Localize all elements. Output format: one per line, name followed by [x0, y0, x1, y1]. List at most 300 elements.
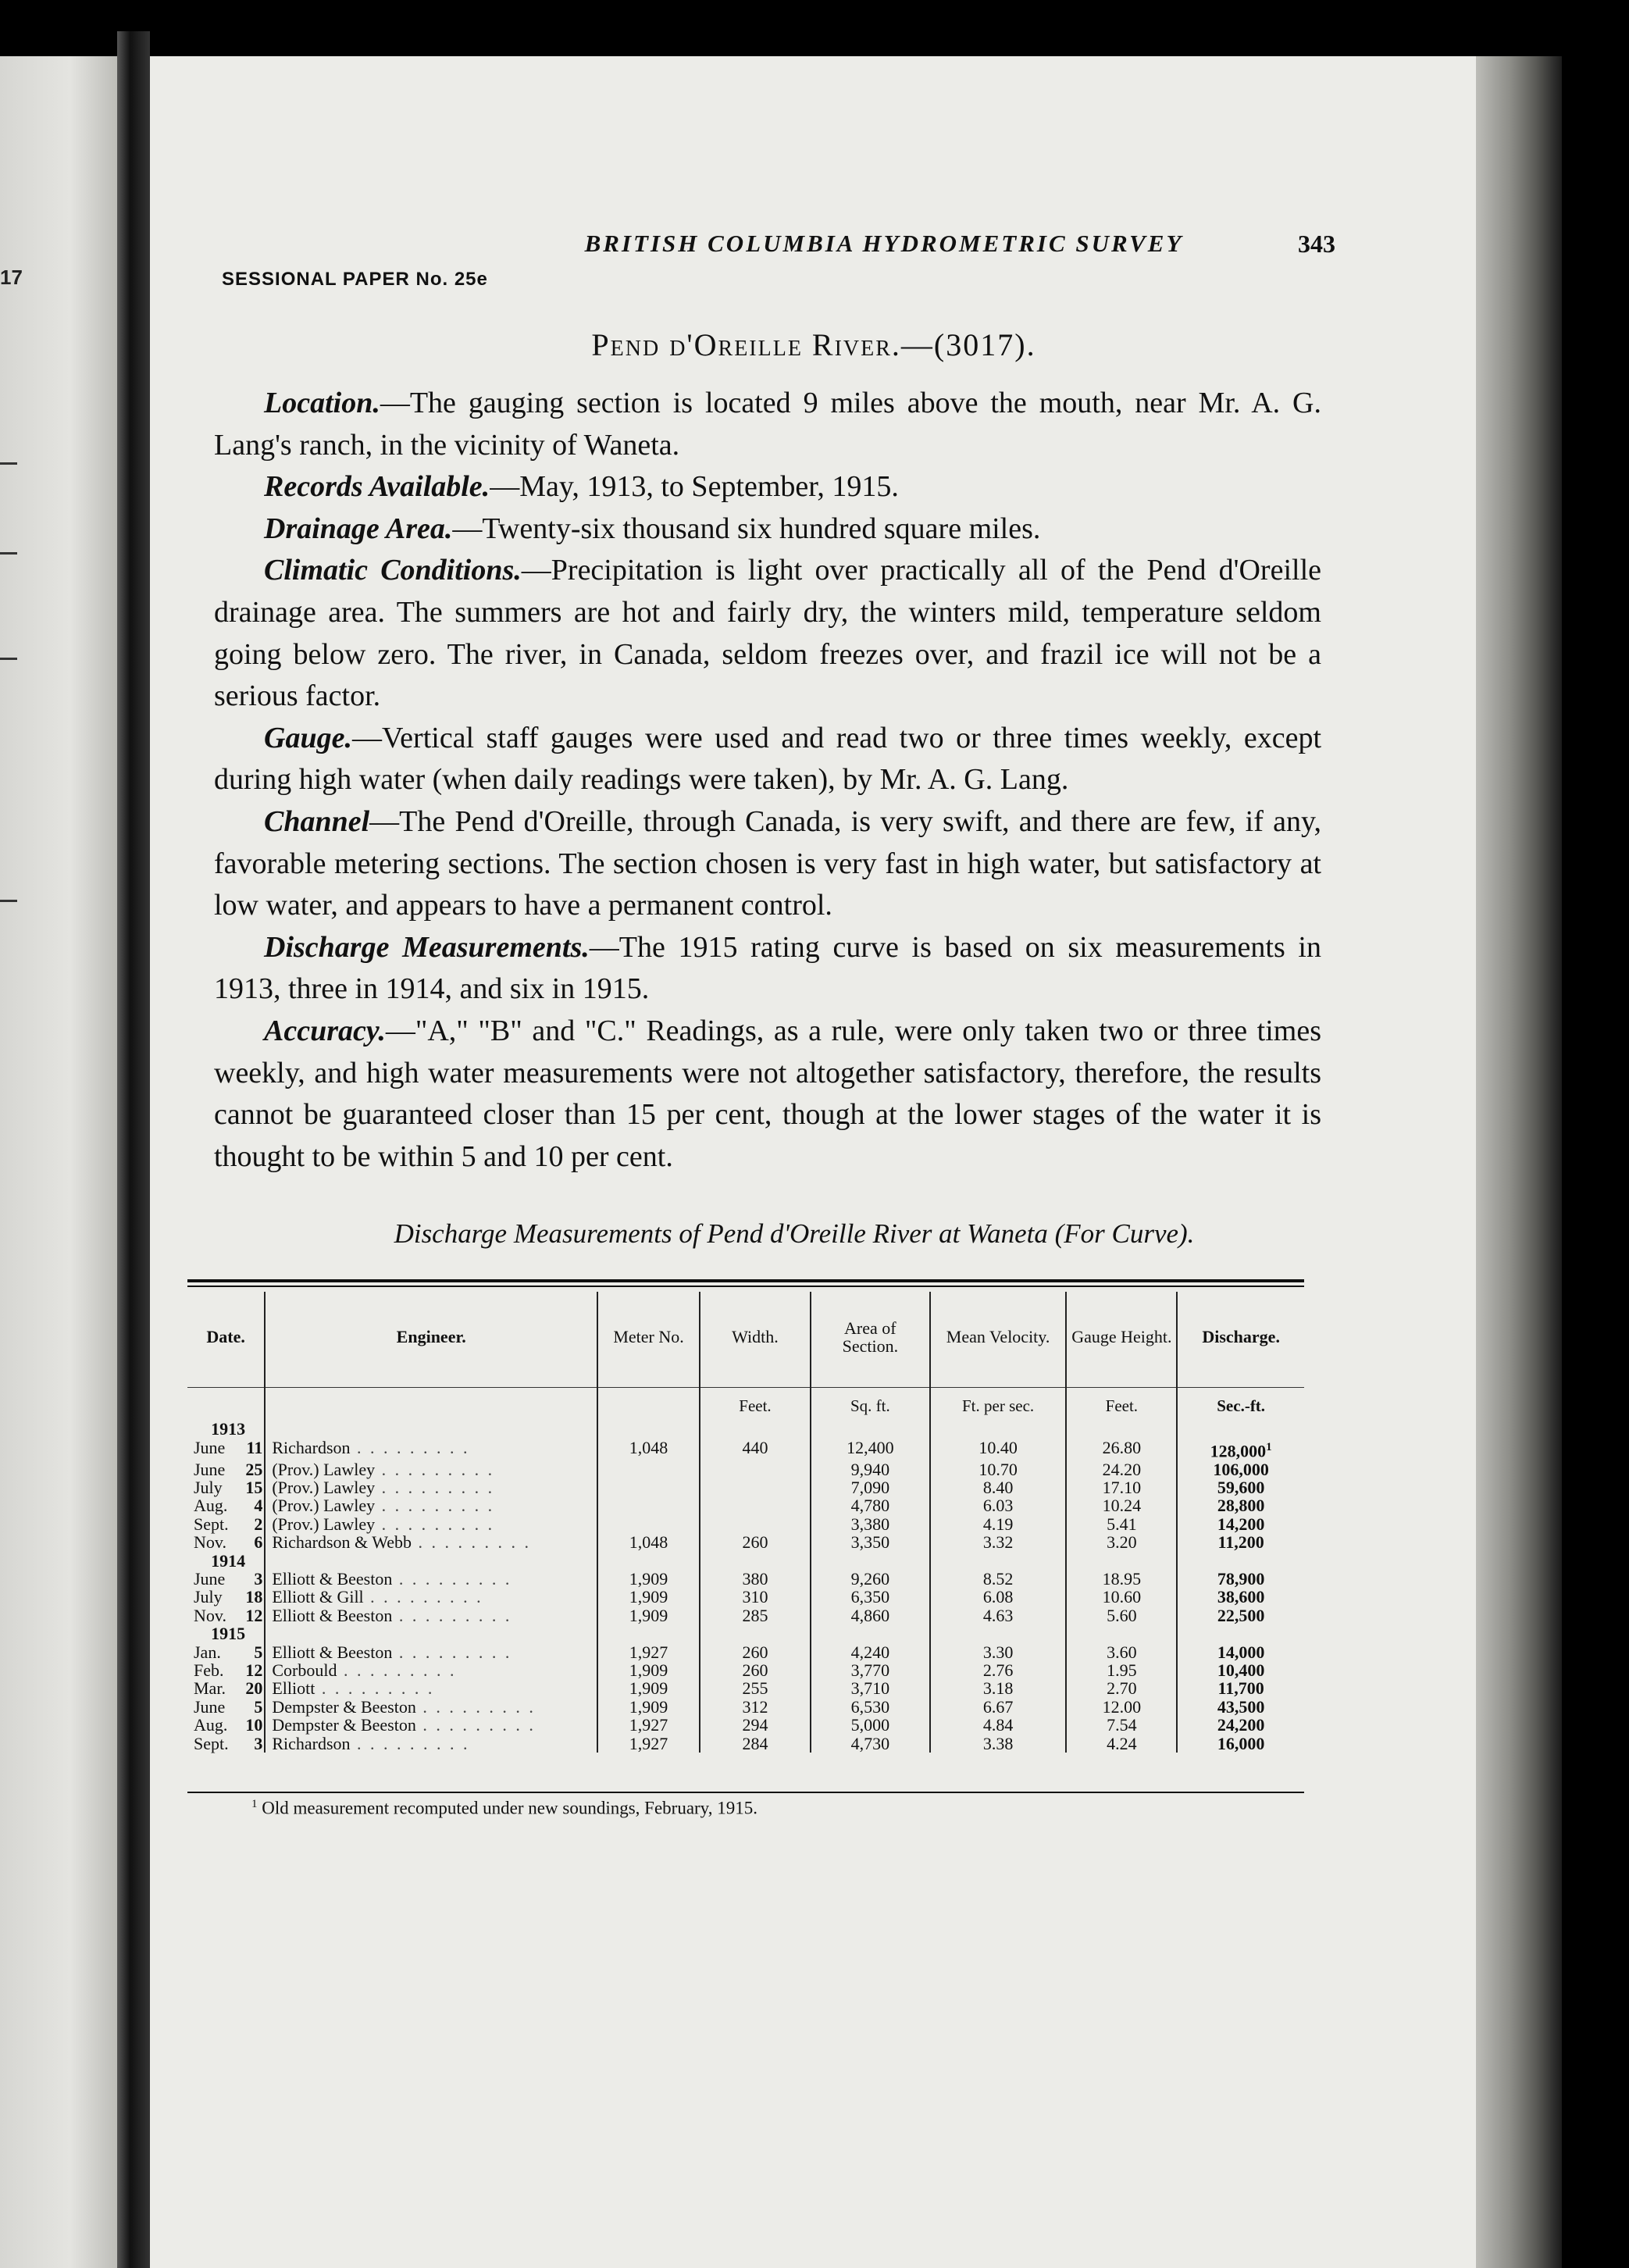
area-cell: 4,780	[811, 1496, 930, 1514]
engineer-cell	[265, 1460, 597, 1478]
leader-dots: . . . . . . . . .	[315, 1678, 435, 1699]
date-cell	[187, 1570, 264, 1588]
table-bottom-rule	[187, 1792, 1304, 1793]
table-row	[187, 1679, 1304, 1697]
leader-dots: . . . . . . . . .	[375, 1496, 495, 1516]
day: 4	[254, 1496, 263, 1516]
area-cell: 6,530	[811, 1698, 930, 1716]
velocity-cell: 3.30	[930, 1643, 1067, 1661]
discharge-cell	[1177, 1679, 1304, 1697]
table-header-row	[187, 1292, 1304, 1388]
page-edge-shadow	[1476, 56, 1562, 2268]
discharge-cell	[1177, 1515, 1304, 1533]
leader-dots: . . . . . . . . .	[375, 1514, 495, 1534]
section-title: Pend d'Oreille River.—(3017).	[591, 327, 1036, 362]
footnote-text: Old measurement recomputed under new soundings, February, 1915.	[262, 1798, 757, 1818]
col-header-gauge: Gauge Height.	[1066, 1292, 1177, 1388]
footnote-marker: 1	[251, 1798, 258, 1810]
meter-cell: 1,909	[597, 1606, 700, 1624]
discharge-value: 38,600	[1217, 1587, 1265, 1607]
engineer-name: (Prov.) Lawley	[272, 1477, 376, 1497]
paragraph-text: —Twenty-six thousand six hundred square miles.	[452, 512, 1041, 545]
gauge-cell: 3.20	[1066, 1533, 1177, 1551]
table-row	[187, 1533, 1304, 1551]
table-body	[187, 1388, 1304, 1753]
table-row	[187, 1496, 1304, 1514]
meter-cell	[597, 1496, 700, 1514]
empty-cell	[1177, 1624, 1304, 1642]
gauge-cell: 18.95	[1066, 1570, 1177, 1588]
paragraph	[214, 927, 1321, 1011]
empty-cell	[811, 1552, 930, 1570]
discharge-table	[187, 1292, 1304, 1753]
velocity-cell: 3.18	[930, 1679, 1067, 1697]
velocity-cell: 3.32	[930, 1533, 1067, 1551]
width-cell: 312	[700, 1698, 811, 1716]
engineer-name: Elliott & Beeston	[272, 1605, 393, 1625]
empty-cell	[1177, 1552, 1304, 1570]
meter-cell	[597, 1515, 700, 1533]
month: Nov.	[194, 1605, 226, 1625]
col-header-area: Area of Section.	[811, 1292, 930, 1388]
year-cell	[187, 1552, 265, 1570]
discharge-cell	[1177, 1606, 1304, 1624]
day: 5	[254, 1642, 263, 1662]
day: 3	[254, 1733, 263, 1753]
discharge-value: 16,000	[1217, 1733, 1265, 1753]
document-page	[150, 56, 1476, 2268]
year-label: 1915	[211, 1624, 246, 1644]
velocity-cell: 4.63	[930, 1606, 1067, 1624]
meter-cell: 1,927	[597, 1716, 700, 1734]
meter-cell: 1,927	[597, 1643, 700, 1661]
table-row	[187, 1588, 1304, 1606]
paragraph	[214, 1011, 1321, 1178]
leader-dots: . . . . . . . . .	[415, 1696, 536, 1717]
area-cell: 7,090	[811, 1478, 930, 1496]
day: 12	[245, 1605, 263, 1625]
date-cell	[187, 1460, 264, 1478]
meter-cell: 1,909	[597, 1679, 700, 1697]
paragraph-label: Accuracy.	[264, 1014, 386, 1047]
table-row	[187, 1735, 1304, 1753]
engineer-name: Elliott	[272, 1678, 315, 1699]
paragraph-label: Records Available.	[264, 470, 490, 504]
engineer-name: Dempster & Beeston	[272, 1715, 416, 1735]
velocity-cell: 3.38	[930, 1735, 1067, 1753]
engineer-cell	[265, 1716, 597, 1734]
col-header-width: Width.	[700, 1292, 811, 1388]
date-cell	[187, 1698, 264, 1716]
paragraph-label: Channel	[264, 804, 370, 838]
discharge-cell	[1177, 1698, 1304, 1716]
discharge-cell	[1177, 1460, 1304, 1478]
engineer-cell	[265, 1698, 597, 1716]
meter-cell: 1,927	[597, 1735, 700, 1753]
unit-cell: Feet.	[1066, 1388, 1177, 1421]
empty-cell	[700, 1420, 811, 1438]
discharge-value: 11,200	[1217, 1532, 1264, 1553]
leader-dots: . . . . . . . . .	[350, 1437, 470, 1457]
month: Sept.	[194, 1514, 229, 1534]
paragraph	[214, 466, 1321, 508]
engineer-cell	[265, 1679, 597, 1697]
table-row	[187, 1698, 1304, 1716]
paragraph-text: —The gauging section is located 9 miles above the mouth, near Mr. A. G. Lang's ranch, in the vicinity of Waneta.	[214, 387, 1321, 462]
area-cell: 9,940	[811, 1460, 930, 1478]
area-cell: 4,240	[811, 1643, 930, 1661]
month: June	[194, 1459, 226, 1479]
table-row	[187, 1460, 1304, 1478]
engineer-name: Elliott & Beeston	[272, 1642, 393, 1662]
area-cell: 6,350	[811, 1588, 930, 1606]
table-row	[187, 1478, 1304, 1496]
engineer-cell	[265, 1439, 597, 1460]
paragraph	[214, 383, 1321, 466]
gauge-cell: 24.20	[1066, 1460, 1177, 1478]
date-cell	[187, 1679, 264, 1697]
unit-cell	[187, 1388, 265, 1421]
width-cell: 380	[700, 1570, 811, 1588]
area-cell: 3,350	[811, 1533, 930, 1551]
width-cell: 285	[700, 1606, 811, 1624]
empty-cell	[265, 1624, 597, 1642]
engineer-name: (Prov.) Lawley	[272, 1459, 376, 1479]
table-row	[187, 1716, 1304, 1734]
engineer-name: Richardson	[272, 1437, 351, 1457]
width-cell	[700, 1496, 811, 1514]
paragraph-text: —Precipitation is light over practically all of the Pend d'Oreille drainage area. The summers are hot and fairly dry, the winters mild, temperature seldom going below zero. The river, in Canada, seldom freezes over, and frazil ice will not be a serious factor.	[214, 554, 1321, 713]
table-top-rule	[187, 1279, 1304, 1287]
engineer-name: (Prov.) Lawley	[272, 1496, 376, 1516]
discharge-cell	[1177, 1533, 1304, 1551]
month: Feb.	[194, 1660, 224, 1681]
area-cell: 3,770	[811, 1661, 930, 1679]
discharge-value: 43,500	[1217, 1696, 1265, 1717]
discharge-value: 14,000	[1217, 1642, 1265, 1662]
gauge-cell: 3.60	[1066, 1643, 1177, 1661]
paragraph-text: —May, 1913, to September, 1915.	[490, 470, 899, 504]
date-cell	[187, 1716, 264, 1734]
engineer-cell	[265, 1606, 597, 1624]
date-cell	[187, 1478, 264, 1496]
discharge-cell	[1177, 1643, 1304, 1661]
previous-page-number-fragment: 17	[0, 266, 23, 289]
month: Sept.	[194, 1733, 229, 1753]
discharge-cell	[1177, 1496, 1304, 1514]
engineer-name: Elliott & Gill	[272, 1587, 364, 1607]
width-cell: 310	[700, 1588, 811, 1606]
footnote	[251, 1798, 757, 1819]
table-row	[187, 1570, 1304, 1588]
year-label: 1913	[211, 1419, 246, 1439]
empty-cell	[265, 1420, 597, 1438]
paragraph	[214, 550, 1321, 717]
empty-cell	[811, 1420, 930, 1438]
day: 3	[254, 1568, 263, 1589]
meter-cell: 1,909	[597, 1570, 700, 1588]
gauge-cell: 5.41	[1066, 1515, 1177, 1533]
date-cell	[187, 1606, 264, 1624]
paragraph	[214, 801, 1321, 927]
width-cell	[700, 1515, 811, 1533]
discharge-cell	[1177, 1478, 1304, 1496]
engineer-cell	[265, 1496, 597, 1514]
unit-cell: Ft. per sec.	[930, 1388, 1067, 1421]
paragraph-text: —The Pend d'Oreille, through Canada, is very swift, and there are few, if any, favorable metering sections. The section chosen is very fast in high water, but satisfactory at low water, and appears to have a permanent control.	[214, 804, 1321, 922]
width-cell	[700, 1478, 811, 1496]
engineer-name: Richardson	[272, 1733, 351, 1753]
date-cell	[187, 1439, 264, 1457]
gauge-cell: 7.54	[1066, 1716, 1177, 1734]
velocity-cell: 8.40	[930, 1478, 1067, 1496]
paragraph-label: Climatic Conditions.	[264, 554, 522, 587]
engineer-name: Dempster & Beeston	[272, 1696, 416, 1717]
paragraph-text: —Vertical staff gauges were used and read two or three times weekly, except during high water (when daily readings were taken), by Mr. A. G. Lang.	[214, 721, 1321, 797]
empty-cell	[700, 1624, 811, 1642]
paragraph-text: —"A," "B" and "C." Readings, as a rule, were only taken two or three times weekly, and high water measurements were not altogether satisfactory, therefore, the results cannot be guaranteed closer than 15 per cent, though at the lower stages of the water it is thought to be within 5 and 10 per cent.	[214, 1014, 1321, 1173]
velocity-cell: 10.40	[930, 1439, 1067, 1460]
paragraph-label: Drainage Area.	[264, 512, 453, 545]
width-cell	[700, 1460, 811, 1478]
day: 20	[245, 1678, 263, 1699]
discharge-value: 28,800	[1217, 1496, 1265, 1516]
discharge-cell	[1177, 1661, 1304, 1679]
velocity-cell: 6.67	[930, 1698, 1067, 1716]
empty-cell	[597, 1624, 700, 1642]
previous-page-mark	[0, 900, 17, 902]
day: 11	[246, 1437, 263, 1457]
discharge-value: 78,900	[1217, 1568, 1265, 1589]
engineer-cell	[265, 1515, 597, 1533]
engineer-name: Elliott & Beeston	[272, 1568, 393, 1589]
leader-dots: . . . . . . . . .	[392, 1568, 512, 1589]
unit-cell: Sq. ft.	[811, 1388, 930, 1421]
engineer-name: Corbould	[272, 1660, 337, 1681]
month: June	[194, 1437, 226, 1457]
col-header-meter: Meter No.	[597, 1292, 700, 1388]
empty-cell	[930, 1624, 1067, 1642]
previous-page-mark	[0, 552, 17, 555]
date-cell	[187, 1643, 264, 1661]
width-cell: 260	[700, 1643, 811, 1661]
leader-dots: . . . . . . . . .	[350, 1733, 470, 1753]
leader-dots: . . . . . . . . .	[412, 1532, 532, 1553]
paragraph-text: —The 1915 rating curve is based on six measurements in 1913, three in 1914, and six in 1915.	[214, 930, 1321, 1006]
paragraph	[214, 718, 1321, 801]
gauge-cell: 4.24	[1066, 1735, 1177, 1753]
discharge-value: 128,000	[1210, 1441, 1267, 1461]
engineer-cell	[265, 1735, 597, 1753]
table-row	[187, 1606, 1304, 1624]
empty-cell	[1066, 1552, 1177, 1570]
leader-dots: . . . . . . . . .	[392, 1642, 512, 1662]
year-label: 1914	[211, 1550, 246, 1571]
footnote-reference: 1	[1266, 1440, 1272, 1453]
velocity-cell: 6.03	[930, 1496, 1067, 1514]
day: 15	[245, 1477, 263, 1497]
running-head: BRITISH COLUMBIA HYDROMETRIC SURVEY	[584, 230, 1184, 257]
discharge-value: 106,000	[1213, 1459, 1269, 1479]
gauge-cell: 26.80	[1066, 1439, 1177, 1460]
meter-cell: 1,909	[597, 1661, 700, 1679]
paragraph-label: Location.	[264, 387, 380, 419]
discharge-cell	[1177, 1439, 1304, 1460]
day: 2	[254, 1514, 263, 1534]
empty-cell	[1177, 1420, 1304, 1438]
empty-cell	[930, 1552, 1067, 1570]
day: 18	[245, 1587, 263, 1607]
width-cell: 255	[700, 1679, 811, 1697]
empty-cell	[597, 1420, 700, 1438]
unit-cell: Feet.	[700, 1388, 811, 1421]
date-cell	[187, 1661, 264, 1679]
area-cell: 3,710	[811, 1679, 930, 1697]
velocity-cell: 10.70	[930, 1460, 1067, 1478]
discharge-cell	[1177, 1588, 1304, 1606]
discharge-value: 59,600	[1217, 1477, 1265, 1497]
previous-page-mark	[0, 462, 17, 465]
velocity-cell: 8.52	[930, 1570, 1067, 1588]
gauge-cell: 5.60	[1066, 1606, 1177, 1624]
empty-cell	[597, 1552, 700, 1570]
velocity-cell: 4.84	[930, 1716, 1067, 1734]
area-cell: 5,000	[811, 1716, 930, 1734]
meter-cell	[597, 1478, 700, 1496]
leader-dots: . . . . . . . . .	[363, 1587, 483, 1607]
empty-cell	[930, 1420, 1067, 1438]
month: Nov.	[194, 1532, 226, 1553]
leader-dots: . . . . . . . . .	[375, 1459, 495, 1479]
gauge-cell: 12.00	[1066, 1698, 1177, 1716]
area-cell: 12,400	[811, 1439, 930, 1460]
gauge-cell: 17.10	[1066, 1478, 1177, 1496]
body-text	[214, 383, 1321, 1178]
engineer-name: Richardson & Webb	[272, 1532, 412, 1553]
width-cell: 294	[700, 1716, 811, 1734]
meter-cell: 1,048	[597, 1533, 700, 1551]
month: July	[194, 1477, 223, 1497]
discharge-value: 24,200	[1217, 1715, 1265, 1735]
day: 5	[254, 1696, 263, 1717]
meter-cell: 1,048	[597, 1439, 700, 1460]
month: July	[194, 1587, 223, 1607]
day: 10	[245, 1715, 263, 1735]
year-cell	[187, 1624, 265, 1642]
date-cell	[187, 1588, 264, 1606]
table-row	[187, 1643, 1304, 1661]
unit-cell	[597, 1388, 700, 1421]
width-cell: 440	[700, 1439, 811, 1460]
gauge-cell: 1.95	[1066, 1661, 1177, 1679]
book-gutter	[117, 31, 150, 2268]
year-row	[187, 1420, 1304, 1438]
area-cell: 4,860	[811, 1606, 930, 1624]
paragraph	[214, 508, 1321, 551]
table-row	[187, 1661, 1304, 1679]
width-cell: 260	[700, 1661, 811, 1679]
previous-page-mark	[0, 658, 17, 660]
empty-cell	[811, 1624, 930, 1642]
unit-cell	[265, 1388, 597, 1421]
discharge-value: 22,500	[1217, 1605, 1265, 1625]
table-row	[187, 1515, 1304, 1533]
engineer-cell	[265, 1570, 597, 1588]
engineer-cell	[265, 1588, 597, 1606]
engineer-cell	[265, 1661, 597, 1679]
table-caption: Discharge Measurements of Pend d'Oreille River at Waneta (For Curve).	[394, 1218, 1195, 1249]
leader-dots: . . . . . . . . .	[337, 1660, 457, 1681]
sessional-paper-label: SESSIONAL PAPER No. 25e	[222, 269, 488, 290]
date-cell	[187, 1533, 264, 1551]
page-number: 343	[1298, 230, 1335, 258]
col-header-velocity: Mean Velocity.	[930, 1292, 1067, 1388]
meter-cell: 1,909	[597, 1588, 700, 1606]
previous-page	[0, 56, 117, 2268]
year-row	[187, 1552, 1304, 1570]
empty-cell	[265, 1552, 597, 1570]
paragraph-label: Discharge Measurements.	[264, 930, 590, 964]
engineer-name: (Prov.) Lawley	[272, 1514, 376, 1534]
discharge-cell	[1177, 1570, 1304, 1588]
area-cell: 9,260	[811, 1570, 930, 1588]
meter-cell: 1,909	[597, 1698, 700, 1716]
date-cell	[187, 1735, 264, 1753]
discharge-value: 11,700	[1217, 1678, 1264, 1699]
velocity-cell: 4.19	[930, 1515, 1067, 1533]
month: Mar.	[194, 1678, 226, 1699]
meter-cell	[597, 1460, 700, 1478]
empty-cell	[1066, 1624, 1177, 1642]
engineer-cell	[265, 1643, 597, 1661]
month: Jan.	[194, 1642, 221, 1662]
discharge-value: 14,200	[1217, 1514, 1265, 1534]
discharge-cell	[1177, 1716, 1304, 1734]
year-row	[187, 1624, 1304, 1642]
leader-dots: . . . . . . . . .	[415, 1715, 536, 1735]
engineer-cell	[265, 1533, 597, 1551]
day: 6	[254, 1532, 263, 1553]
day: 12	[245, 1660, 263, 1681]
col-header-engineer: Engineer.	[265, 1292, 597, 1388]
month: Aug.	[194, 1715, 228, 1735]
col-header-discharge: Discharge.	[1177, 1292, 1304, 1388]
gauge-cell: 10.24	[1066, 1496, 1177, 1514]
date-cell	[187, 1515, 264, 1533]
width-cell: 284	[700, 1735, 811, 1753]
year-cell	[187, 1420, 265, 1438]
engineer-cell	[265, 1478, 597, 1496]
col-header-date: Date.	[187, 1292, 265, 1388]
day: 25	[245, 1459, 263, 1479]
unit-cell: Sec.-ft.	[1177, 1388, 1304, 1421]
empty-cell	[700, 1552, 811, 1570]
width-cell: 260	[700, 1533, 811, 1551]
units-row	[187, 1388, 1304, 1421]
area-cell: 4,730	[811, 1735, 930, 1753]
gauge-cell: 2.70	[1066, 1679, 1177, 1697]
month: June	[194, 1696, 226, 1717]
gauge-cell: 10.60	[1066, 1588, 1177, 1606]
empty-cell	[1066, 1420, 1177, 1438]
paragraph-label: Gauge.	[264, 721, 352, 754]
leader-dots: . . . . . . . . .	[392, 1605, 512, 1625]
discharge-cell	[1177, 1735, 1304, 1753]
date-cell	[187, 1496, 264, 1514]
area-cell: 3,380	[811, 1515, 930, 1533]
month: Aug.	[194, 1496, 228, 1516]
velocity-cell: 6.08	[930, 1588, 1067, 1606]
